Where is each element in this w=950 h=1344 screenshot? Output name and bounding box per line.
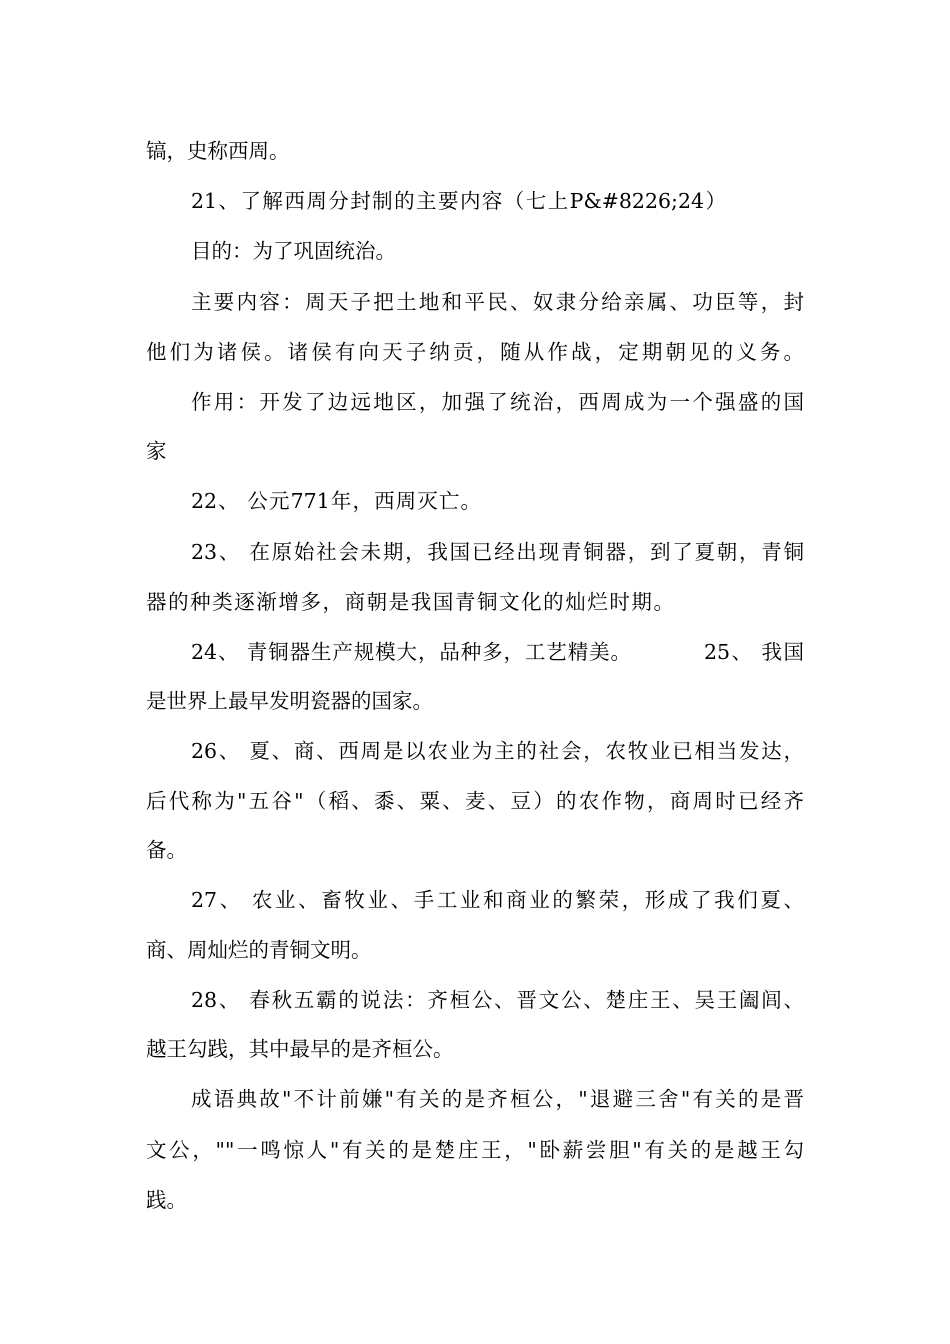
item-28-line [0,980,950,1020]
item-21-heading [0,181,950,221]
text-line [0,282,950,322]
line-text: 24、 青铜器生产规模大，品种多，工艺精美。 [191,640,631,664]
line-text: 他们为诸侯。诸侯有向天子纳贡，随从作战，定期朝见的义务。 [146,340,804,364]
text-line [0,332,950,372]
text-line [0,781,950,821]
text-line [0,382,950,422]
item-23-line [0,532,950,572]
item-26-line [0,731,950,771]
line-text: 23、 在原始社会未期，我国已经出现青铜器，到了夏朝，青铜 [191,540,804,564]
item-25-start: 25、 我国 [704,640,804,664]
text-line [0,830,950,870]
line-text: 成语典故"不计前嫌"有关的是齐桓公，"退避三舍"有关的是晋 [191,1087,804,1111]
item-22-line [0,481,950,521]
line-text: 家 [146,439,167,463]
line-text: 器的种类逐渐增多，商朝是我国青铜文化的灿烂时期。 [146,590,674,614]
line-text: 27、 农业、畜牧业、手工业和商业的繁荣，形成了我们夏、 [191,888,804,912]
line-text: 22、 公元771年，西周灭亡。 [191,489,481,513]
item-24-line [0,632,950,672]
text-line [0,131,950,171]
text-line [0,930,950,970]
text-line [0,681,950,721]
idiom-line [0,1079,950,1119]
text-line [0,1029,950,1069]
line-text: 镐，史称西周。 [146,139,290,163]
text-line [0,231,950,271]
line-text: 26、 夏、商、西周是以农业为主的社会，农牧业已相当发达， [191,739,804,763]
line-text: 主要内容：周天子把土地和平民、奴隶分给亲属、功臣等，封 [191,290,804,314]
line-text: 28、 春秋五霸的说法：齐桓公、晋文公、楚庄王、吴王阖闾、 [191,988,804,1012]
line-text: 目的：为了巩固统治。 [191,239,396,263]
text-line [0,431,950,471]
line-text: 是世界上最早发明瓷器的国家。 [146,689,433,713]
line-text: 商、周灿烂的青铜文明。 [146,938,372,962]
item-27-line [0,880,950,920]
text-line [0,582,950,622]
line-text: 备。 [146,838,187,862]
text-line [0,1130,950,1170]
line-text: 践。 [146,1188,187,1212]
line-text: 21、了解西周分封制的主要内容（七上P&#8226;24） [191,189,726,213]
line-text: 作用：开发了边远地区，加强了统治，西周成为一个强盛的国 [191,390,804,414]
line-text: 越王勾践，其中最早的是齐桓公。 [146,1037,454,1061]
line-text: 后代称为"五谷"（稻、黍、粟、麦、豆）的农作物，商周时已经齐 [146,789,804,813]
line-text: 文公，""一鸣惊人"有关的是楚庄王，"卧薪尝胆"有关的是越王勾 [146,1138,804,1162]
text-line [0,1180,950,1220]
